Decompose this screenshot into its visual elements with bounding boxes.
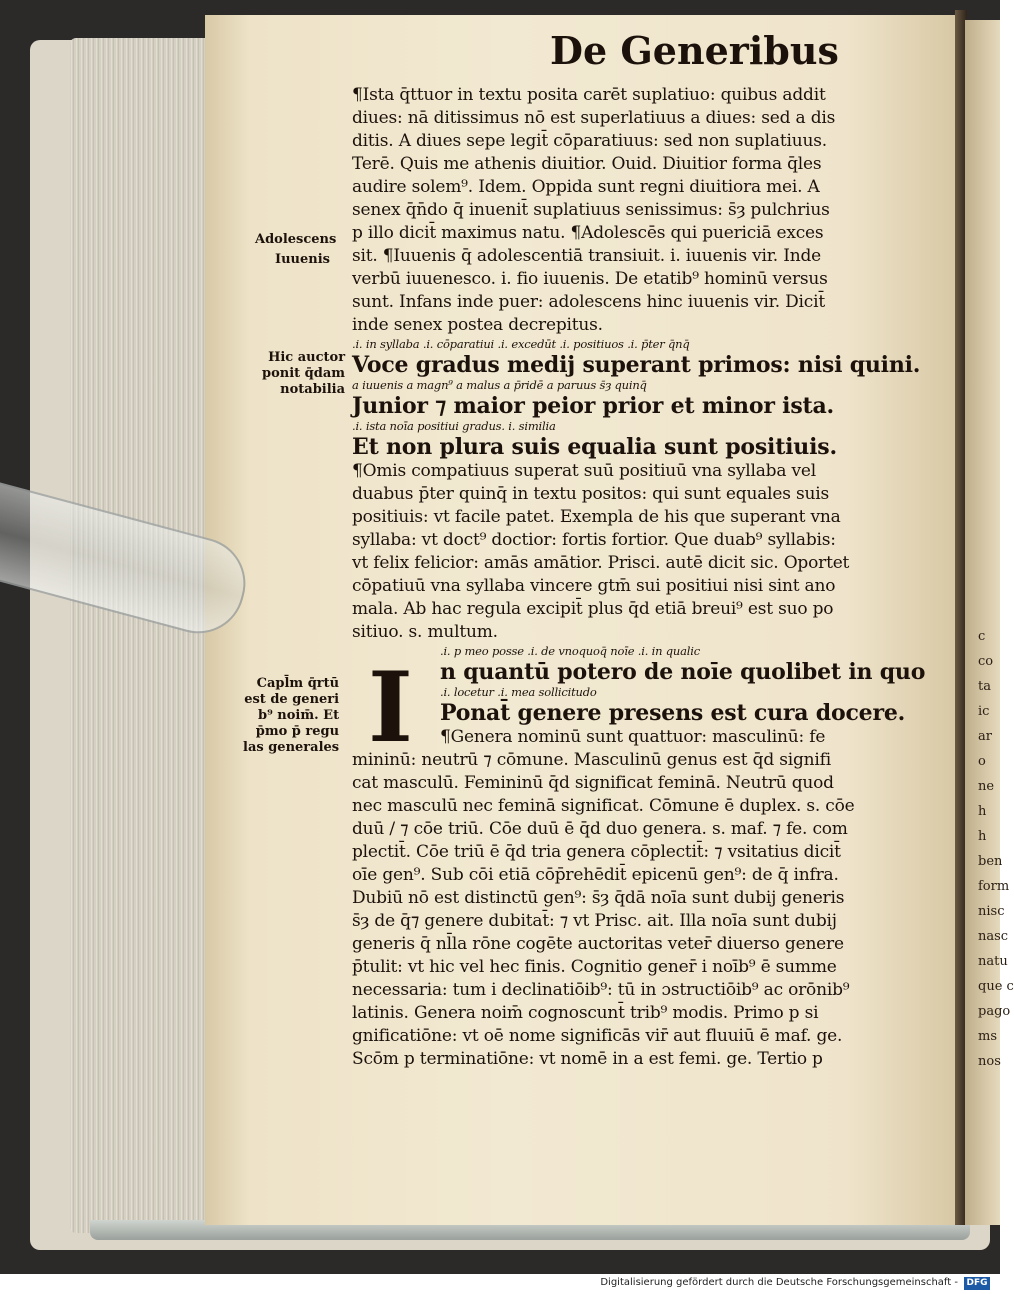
decorated-initial: I [368, 651, 413, 764]
text-line: necessaria: tum i declinatiōib⁹: tū in ɔstructiōib⁹ ac orōnib⁹ [352, 980, 850, 1000]
right-page [965, 20, 1014, 1225]
margin-note-line: est de generi [244, 692, 340, 707]
verse-line: Et non plura suis equalia sunt positiuis. [352, 434, 837, 460]
text-line: Terē. Quis me athenis diuitior. Ouid. Diuitior forma q̄les [352, 154, 822, 174]
text-line: audire solem⁹. Idem. Oppida sunt regni diuitiora mei. A [352, 177, 820, 197]
margin-note-hic-auctor [262, 350, 345, 398]
verse-line: Junior ⁊ maior peior prior et minor ista. [352, 393, 834, 419]
right-page-fragment: nasc [978, 929, 1009, 944]
verse-line: Ponat̄ genere presens est cura docere. [440, 700, 906, 726]
text-line: latinis. Genera noim̄ cognoscunt̄ trib⁹ modis. Primo p si [352, 1003, 819, 1023]
right-page-fragment: co [978, 654, 994, 669]
text-line: positiuis: vt facile patet. Exempla de his que superant vna [352, 507, 841, 527]
text-line: p illo dicit̄ maximus natu. ¶Adolescēs qui puericiā exces [352, 223, 824, 243]
text-line: senex q̄n̄do q̄ inuenit̄ suplatiuus senissimus: s̄ȝ pulchrius [352, 200, 830, 220]
right-page-fragment: ic [978, 704, 990, 719]
right-page-fragment: nisc [978, 904, 1005, 919]
verse-line: n quantū potero de noīe quolibet in quo [440, 659, 926, 685]
right-page-fragment: natu [978, 954, 1008, 969]
margin-note-iuuenis: Iuuenis [275, 252, 330, 267]
text-line: Scōm p terminatiōne: vt nomē in a est femi. ge. Tertio p [352, 1049, 823, 1069]
right-page-fragment: ms [978, 1029, 997, 1044]
text-line: sunt. Infans inde puer: adolescens hinc iuuenis vir. Dicit̄ [352, 292, 825, 312]
verse-line: Voce gradus medij superant primos: nisi quini. [352, 352, 921, 378]
right-page-fragment: ben [978, 854, 1003, 869]
text-line: gnificatiōne: vt oē nome significās vir̄ aut fluuiū ē maf. ge. [352, 1026, 843, 1046]
text-line: mininū: neutrū ⁊ cōmune. Masculinū genus est q̄d signifi [352, 750, 831, 770]
text-line: syllaba: vt doct⁹ doctior: fortis fortior. Que duab⁹ syllabis: [352, 530, 836, 550]
margin-note-line: ponit q̄dam [262, 366, 346, 381]
footer-bar [0, 1274, 1000, 1294]
margin-note-line: notabilia [280, 382, 346, 397]
text-line: inde senex postea decrepitus. [352, 315, 603, 335]
margin-note-adolescens: Adolescens [255, 232, 337, 247]
right-page-fragment: pago [978, 1004, 1011, 1019]
text-line: mala. Ab hac regula excipit̄ plus q̄d etiā breui⁹ est suo po [352, 599, 834, 619]
dfg-logo: DFG [964, 1277, 990, 1290]
text-line: ¶Ista q̄ttuor in textu posita carēt suplatiuo: quibus addit [352, 85, 826, 105]
text-line: Dubiū nō est distinctū gen⁹: s̄ȝ q̄dā noīa sunt dubij generis [352, 888, 845, 908]
text-line: cōpatiuū vna syllaba vincere gtm̄ sui positiui nisi sint ano [352, 576, 836, 596]
interlinear-gloss: a iuuenis a magn⁹ a malus a p̄ridē a paruus s̄ȝ quinq̄ [352, 378, 647, 392]
text-line: duabus p̄ter quinq̄ in textu positos: qui sunt equales suis [352, 484, 830, 504]
interlinear-gloss: .i. p meo posse .i. de vnoquoq̄ noīe .i. in qualic [440, 644, 700, 658]
right-page-fragment: nos [978, 1054, 1001, 1069]
interlinear-gloss: .i. locetur .i. mea sollicitudo [440, 685, 597, 699]
margin-note-line: b⁹ noim̄. Et [258, 708, 340, 723]
text-line: duū / ⁊ cōe triū. Cōe duū ē q̄d duo genera. s. maf. ⁊ fe. com [352, 819, 848, 839]
text-line: oīe gen⁹. Sub cōi etiā cōp̄rehēdit̄ epicenū gen⁹: de q̄ infra. [352, 865, 839, 885]
text-line: generis q̄ nl̄la rōne cogēte auctoritas veter̄ diuerso genere [352, 934, 844, 954]
text-line: verbū iuuenesco. i. fio iuuenis. De etatib⁹ hominū versus [352, 269, 828, 289]
right-page-fragment: ne [978, 779, 995, 794]
text-line: ditis. A diues sepe legit̄ cōparatiuus: sed non suplatiuus. [352, 131, 827, 151]
text-line: ¶Omis compatiuus superat suū positiuū vna syllaba vel [352, 461, 816, 481]
right-page-fragment: h [978, 804, 987, 819]
margin-note-line: las generales [243, 740, 340, 755]
text-line: plectit̄. Cōe triū ē q̄d tria genera cōplectit̄: ⁊ vsitatius dicit̄ [352, 842, 841, 862]
running-head: De Generibus [550, 28, 839, 73]
right-page-fragment: form [978, 879, 1010, 894]
right-page-fragment: h [978, 829, 987, 844]
right-page-fragment: c [978, 629, 986, 644]
interlinear-gloss: .i. in syllaba .i. cōparatiui .i. excedūt .i. positiuos .i. p̄ter q̄nq̄ [352, 337, 690, 351]
main-text [352, 84, 937, 1071]
text-line: sitiuo. s. multum. [352, 622, 498, 642]
right-page-fragment: ar [978, 729, 992, 744]
text-line: nec masculū nec feminā significat. Cōmune ē duplex. s. cōe [352, 796, 855, 816]
text-line: p̄tulit: vt hic vel hec finis. Cognitio gener̄ i noīb⁹ ē summe [352, 957, 837, 977]
margin-note-line: Capl̄m q̄rtū [256, 676, 340, 691]
right-page-fragment: que c [978, 979, 1014, 994]
text-line: diues: nā ditissimus nō est superlatiuus a diues: sed a dis [352, 108, 836, 128]
right-page-fragment: o [978, 754, 986, 769]
margin-note-capitulum [243, 676, 339, 756]
margin-note-line: Hic auctor [268, 350, 346, 365]
interlinear-gloss: .i. ista noīa positiui gradus. i. similia [352, 419, 556, 433]
right-page-fragment: ta [978, 679, 991, 694]
margin-note-line: p̄mo p̄ regu [255, 724, 340, 739]
page-edges [70, 38, 220, 1233]
funding-credit: Digitalisierung gefördert durch die Deutsche Forschungsgemeinschaft - [600, 1277, 958, 1288]
text-line: s̄ȝ de q̄⁊ genere dubitat̄: ⁊ vt Prisc. ait. Illa noīa sunt dubij [352, 911, 837, 931]
text-line: ¶Genera nominū sunt quattuor: masculinū: fe [440, 727, 826, 747]
text-line: vt felix felicior: amās amātior. Prisci. autē dicit sic. Oportet [352, 553, 850, 573]
text-line: cat masculū. Femininū q̄d significat feminā. Neutrū quod [352, 773, 834, 793]
text-line: sit. ¶Iuuenis q̄ adolescentiā transiuit. i. iuuenis vir. Inde [352, 246, 821, 266]
